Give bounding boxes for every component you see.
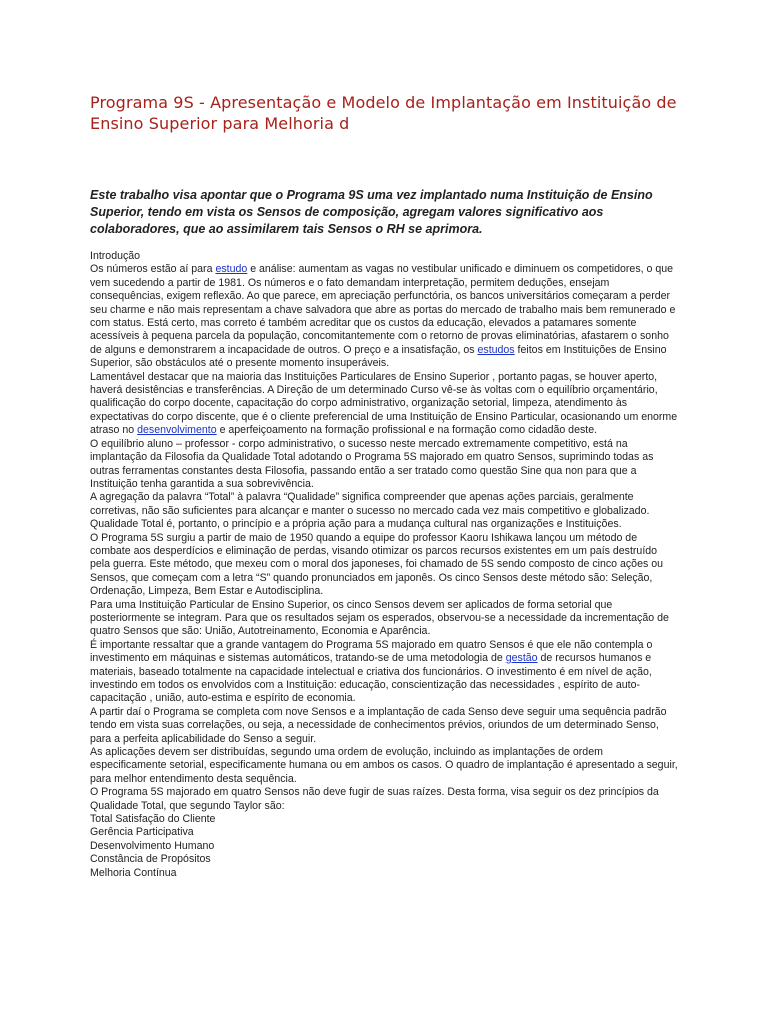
principle-item: Gerência Participativa — [90, 826, 194, 839]
link-gestao[interactable]: gestão — [505, 652, 538, 665]
principle-item: Constância de Propósitos — [90, 853, 211, 866]
link-desenvolvimento[interactable]: desenvolvimento — [137, 424, 217, 437]
paragraph-2-text-b: e aperfeiçoamento na formação profissional e na formação como cidadão deste. — [216, 424, 598, 437]
link-estudo[interactable]: estudo — [215, 263, 248, 276]
paragraph-1 — [90, 263, 680, 370]
section-heading-introducao: Introdução — [90, 250, 141, 262]
paragraph-10: O Programa 5S majorado em quatro Sensos não deve fugir de suas raízes. Desta forma, visa seguir os dez princípios da Qualidade Total, que segundo Taylor são: — [90, 786, 659, 812]
paragraph-7-text-a: É importante ressaltar que a grande vantagem do Programa 5S majorado em quatro Sensos é que ele não contempla o investimento em máquinas e sistemas automáticos, tratando-se de uma metodologia de — [90, 638, 653, 665]
paragraph-1-text-b: e análise: aumentam as vagas no vestibular unificado e diminuem os competidores, o que vem sucedendo a partir de 1981. Os números e o fato demandam interpretação, permitem deduções, ensejam consequências, exigem reflexão. Ao que parece, em apreciação perfunctória, os bancos universitários começaram a perder seu charme e não mais representam a chave salvadora que abre as portas do mercado de trabalho mais bem remunerado e com status. Está certo, mas correto é também acreditar que os custos da educação, elevados a patamares somente acessíveis à pequena parcela da população, concomitantemente com o retorno de provas eliminatórias, afastarem o sonho de alguns e demonstrarem a incapacidade de outros. O preço e a insatisfação, os — [90, 263, 676, 356]
principle-item: Total Satisfação do Cliente — [90, 813, 216, 826]
paragraph-7-text-b: de recursos humanos e materiais, baseado totalmente na capacidade intelectual e criativa dos funcionários. O investimento é em nível de ação, investindo em todos os envolvidos com a Instituição: educação, conscientização das necessidades , espírito de auto- capacitação , união, auto-estima e espírito de economia. — [90, 652, 652, 705]
link-estudos[interactable]: estudos — [477, 343, 515, 356]
paragraph-2-text-a: Lamentável destacar que na maioria das Instituições Particulares de Ensino Superior , portanto pagas, se houver aperto, haverá desistências e transferências. A Direção de um determinado Curso vê-se às voltas com o equilíbrio orçamentário, qualificação do corpo docente, capacitação do corpo administrativo, organização setorial, limpeza, atendimento às expectativas do corpo discente, que é o cliente preferencial de uma Instituição de Ensino Particular, ocasionando um enorme atraso no — [90, 370, 678, 437]
document-title: Programa 9S - Apresentação e Modelo de Implantação em Instituição de Ensino Superior para Melhoria d — [90, 93, 677, 133]
paragraph-1-text-a: Os números estão aí para — [90, 263, 216, 276]
paragraph-8: A partir daí o Programa se completa com nove Sensos e a implantação de cada Senso deve seguir uma sequência padrão tendo em vista suas correlações, ou seja, a necessidade de conhecimentos prévios, oriundos de um determinado Senso, para a perfeita aplicabilidade do Senso a seguir. — [90, 705, 667, 745]
paragraph-4: A agregação da palavra “Total” à palavra “Qualidade” significa compreender que apenas ações parciais, geralmente corretivas, não são suficientes para alcançar e manter o sucesso no mercado cada vez mais competitivo e globalizado. Qualidade Total é, portanto, o princípio e a própria ação para a mudança cultural nas organizações e Instituições. — [90, 491, 650, 531]
paragraph-3: O equilíbrio aluno – professor - corpo administrativo, o sucesso neste mercado extremamente competitivo, está na implantação da Filosofia da Qualidade Total adotando o Programa 5S majorado em quatro Sensos, suprimindo todas as outras ferramentas constantes desta Filosofia, passando então a ser tratado como questão Sine qua non para que a Instituição tenha garantida a sua sobrevivência. — [90, 437, 654, 490]
paragraph-1-text-c: feitos em Instituições de Ensino Superior, são obstáculos até o presente momento insuperáveis. — [90, 343, 667, 370]
principle-item: Desenvolvimento Humano — [90, 839, 215, 852]
paragraph-9: As aplicações devem ser distribuídas, segundo uma ordem de evolução, incluindo as implantações de ordem especificamente setorial, especificamente humana ou em ambos os casos. O quadro de implantação é apresentado a seguir, para melhor entendimento desta sequência. — [90, 746, 678, 785]
document-body — [90, 250, 680, 880]
paragraph-5: O Programa 5S surgiu a partir de maio de 1950 quando a equipe do professor Kaoru Ishikawa lançou um método de combate aos desperdícios e eliminação de perdas, visando otimizar os parcos recursos existentes em um país destruído pela guerra. Este método, que mexeu com o moral dos japoneses, foi chamado de 5S sendo composto de cinco ações ou Sensos, que começam com a letra “S” quando pronunciados em japonês. Os cinco Sensos deste método são: Seleção, Ordenação, Limpeza, Bem Estar e Autodisciplina. — [90, 531, 663, 598]
principle-item: Melhoria Contínua — [90, 866, 177, 879]
paragraph-6: Para uma Instituição Particular de Ensino Superior, os cinco Sensos devem ser aplicados de forma setorial que posteriormente se integram. Para que os resultados sejam os esperados, observou-se a necessidade da incrementação de quatro Sensos que são: União, Autotreinamento, Economia e Aparência. — [90, 598, 669, 638]
paragraph-2 — [90, 371, 680, 438]
paragraph-7 — [90, 639, 680, 706]
lead-paragraph: Este trabalho visa apontar que o Programa 9S uma vez implantado numa Instituição de Ensino Superior, tendo em vista os Sensos de composição, agregam valores significativo aos colaboradores, que ao assimilarem tais Sensos o RH se aprimora. — [90, 188, 653, 236]
